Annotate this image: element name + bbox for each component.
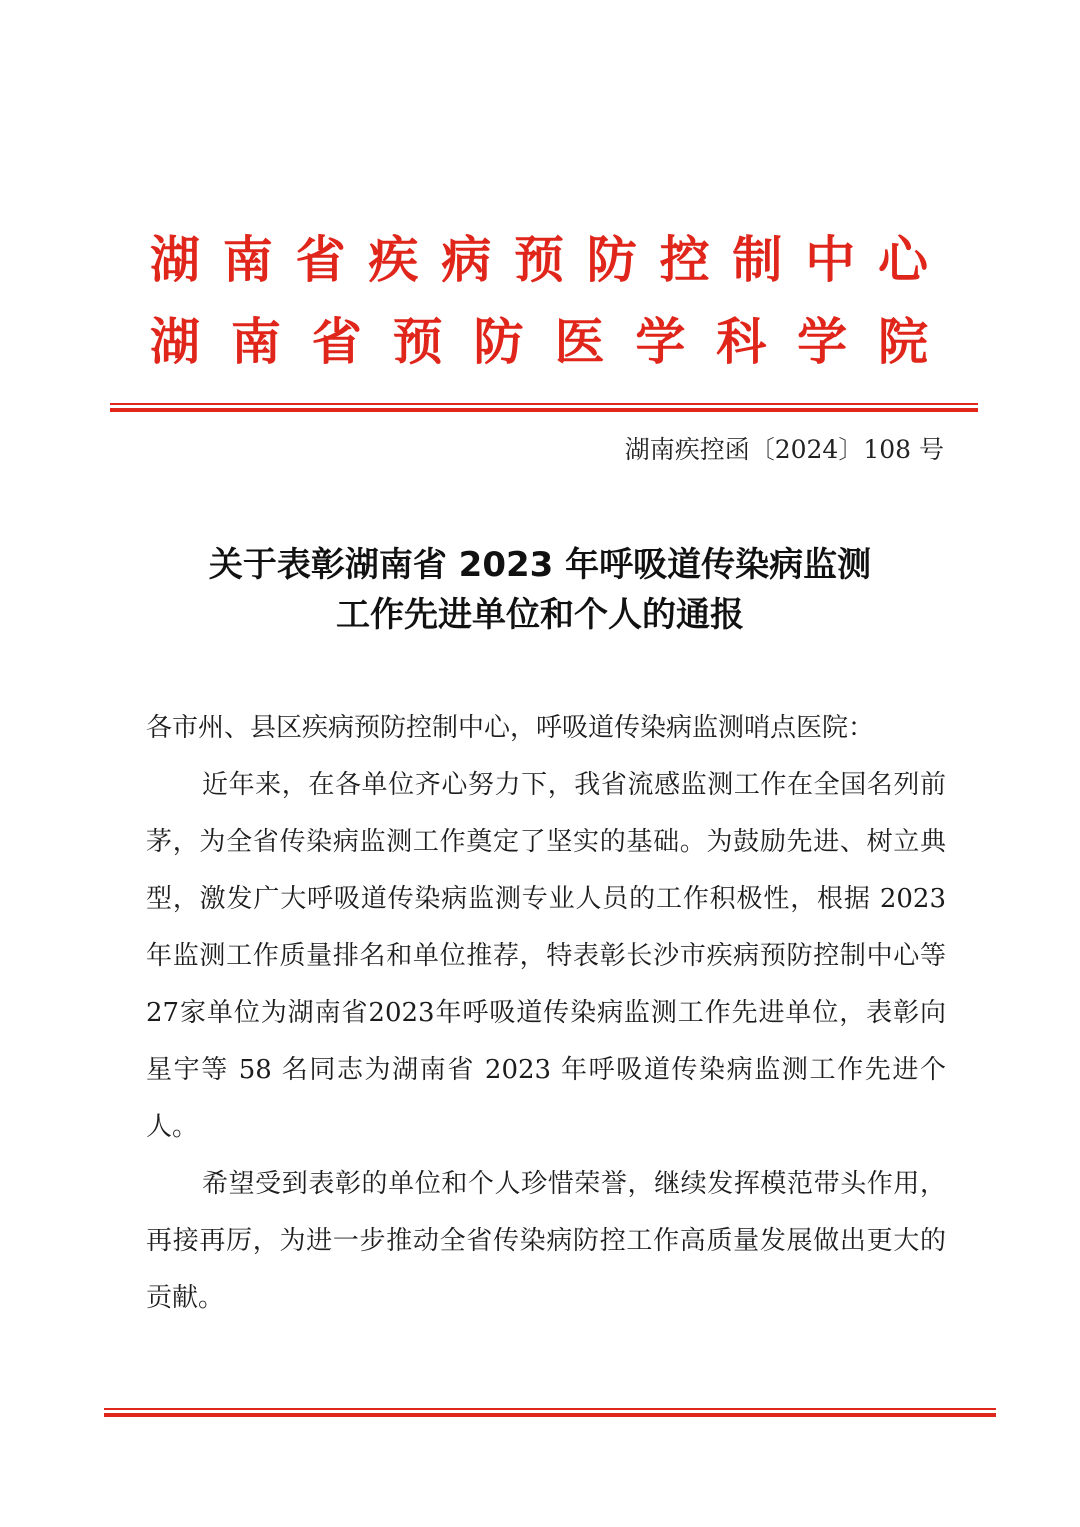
document-body: [146, 700, 946, 1327]
header-red-divider: [110, 403, 978, 412]
issuer-name-line-1: 湖南省疾病预防控制中心: [150, 231, 930, 289]
issuer-name-line-2: 湖南省预防医学科学院: [150, 313, 930, 371]
document-title-line-2: 工作先进单位和个人的通报: [336, 595, 744, 635]
footer-red-divider: [104, 1408, 996, 1417]
document-title: [100, 540, 980, 640]
body-paragraph-2: 希望受到表彰的单位和个人珍惜荣誉，继续发挥模范带头作用，再接再厉，为进一步推动全省传染病防控工作高质量发展做出更大的贡献。: [146, 1169, 946, 1313]
document-title-line-1: 关于表彰湖南省 2023 年呼吸道传染病监测: [208, 545, 872, 585]
salutation: 各市州、县区疾病预防控制中心，呼吸道传染病监测哨点医院：: [146, 713, 875, 743]
document-number: 湖南疾控函〔2024〕108 号: [624, 435, 944, 464]
body-paragraph-1: 近年来，在各单位齐心努力下，我省流感监测工作在全国名列前茅，为全省传染病监测工作奠定了坚实的基础。为鼓励先进、树立典型，激发广大呼吸道传染病监测专业人员的工作积极性，根据 2023 年监测工作质量排名和单位推荐，特表彰长沙市疾病预防控制中心等27家单位为湖南省2023年呼吸道传染病监测工作先进单位，表彰向星宇等 58 名同志为湖南省 2023 年呼吸道传染病监测工作先进个人。: [146, 770, 946, 1142]
